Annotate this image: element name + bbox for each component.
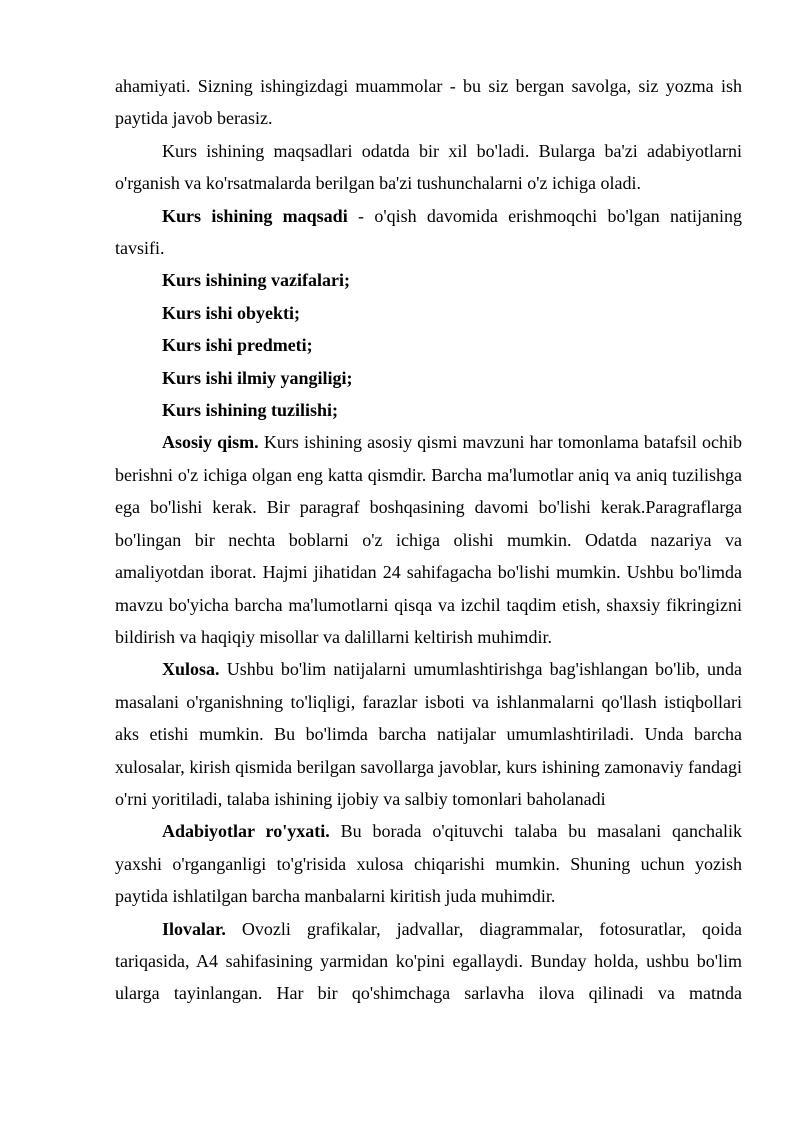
paragraph-text: Bu borada o'qituvchi talaba bu masalani qanchalik yaxshi o'rganganligi to'g'risida xulosa chiqarishi mumkin. Shuning uchun yozish paytida ishlatilgan barcha manbalarni kiritish juda muhimdir. <box>115 821 742 907</box>
document-page <box>115 70 742 1010</box>
paragraph-lead-term: Ilovalar. <box>162 918 226 939</box>
paragraph-text: Kurs ishining asosiy qismi mavzuni har tomonlama batafsil ochib berishni o'z ichiga olgan eng katta qismdir. Barcha ma'lumotlar aniq va aniq tuzilishga ega bo'lishi kerak. Bir paragraf boshqasining davomi bo'lishi kerak.Paragraflarga bo'lingan bir nechta boblarni o'z ichiga olishi mumkin. Odatda nazariya va amaliyotdan iborat. Hajmi jihatidan 24 sahifagacha bo'lishi mumkin. Ushbu bo'limda mavzu bo'yicha barcha ma'lumotlarni qisqa va izchil taqdim etish, shaxsiy fikringizni bildirish va haqiqiy misollar va dalillarni keltirish muhimdir. <box>115 432 742 647</box>
paragraph-lead-term: Xulosa. <box>162 659 220 680</box>
heading-course-tasks: Kurs ishining vazifalari; <box>162 270 351 291</box>
heading-course-novelty: Kurs ishi ilmiy yangiligi; <box>162 367 353 388</box>
paragraph-course-aim <box>115 200 742 265</box>
paragraph-conclusion <box>115 653 742 815</box>
heading-course-structure: Kurs ishining tuzilishi; <box>162 400 339 421</box>
paragraph-main-part <box>115 426 742 653</box>
paragraph-course-goals <box>115 135 742 200</box>
paragraph-lead-term: Adabiyotlar ro'yxati. <box>162 821 330 842</box>
paragraph-appendices <box>115 913 742 1010</box>
paragraph-text: ahamiyati. Sizning ishingizdagi muammolar - bu siz bergan savolga, siz yozma ish paytida javob berasiz. <box>115 76 742 129</box>
paragraph-continuation <box>115 70 742 135</box>
paragraph-references <box>115 815 742 912</box>
paragraph-lead-term: Asosiy qism. <box>162 432 259 453</box>
paragraph-text: - o'qish davomida erishmoqchi bo'lgan natijaning tavsifi. <box>115 205 742 259</box>
heading-course-object: Kurs ishi obyekti; <box>162 302 301 323</box>
paragraph-lead-term: Kurs ishining maqsadi <box>162 205 348 226</box>
paragraph-text: Ushbu bo'lim natijalarni umumlashtirishga bag'ishlangan bo'lib, unda masalani o'rganishning to'liqligi, farazlar isboti va ishlanmalarni qo'llash istiqbollari aks etishi mumkin. Bu bo'limda barcha natijalar umumlashtiriladi. Unda barcha xulosalar, kirish qismida berilgan savollarga javoblar, kurs ishining zamonaviy fandagi o'rni yoritiladi, talaba ishining ijobiy va salbiy tomonlari baholanadi <box>115 659 742 809</box>
heading-course-subject: Kurs ishi predmeti; <box>162 335 313 356</box>
paragraph-text: Ovozli grafikalar, jadvallar, diagrammalar, fotosuratlar, qoida tariqasida, A4 sahifasining yarmidan ko'pini egallaydi. Bunday holda, ushbu bo'lim ularga tayinlangan. Har bir qo'shimchaga sarlavha ilova qilinadi va matnda <box>115 918 742 1004</box>
paragraph-text: Kurs ishining maqsadlari odatda bir xil bo'ladi. Bularga ba'zi adabiyotlarni o'rganish va ko'rsatmalarda berilgan ba'zi tushunchalarni o'z ichiga oladi. <box>115 140 742 194</box>
